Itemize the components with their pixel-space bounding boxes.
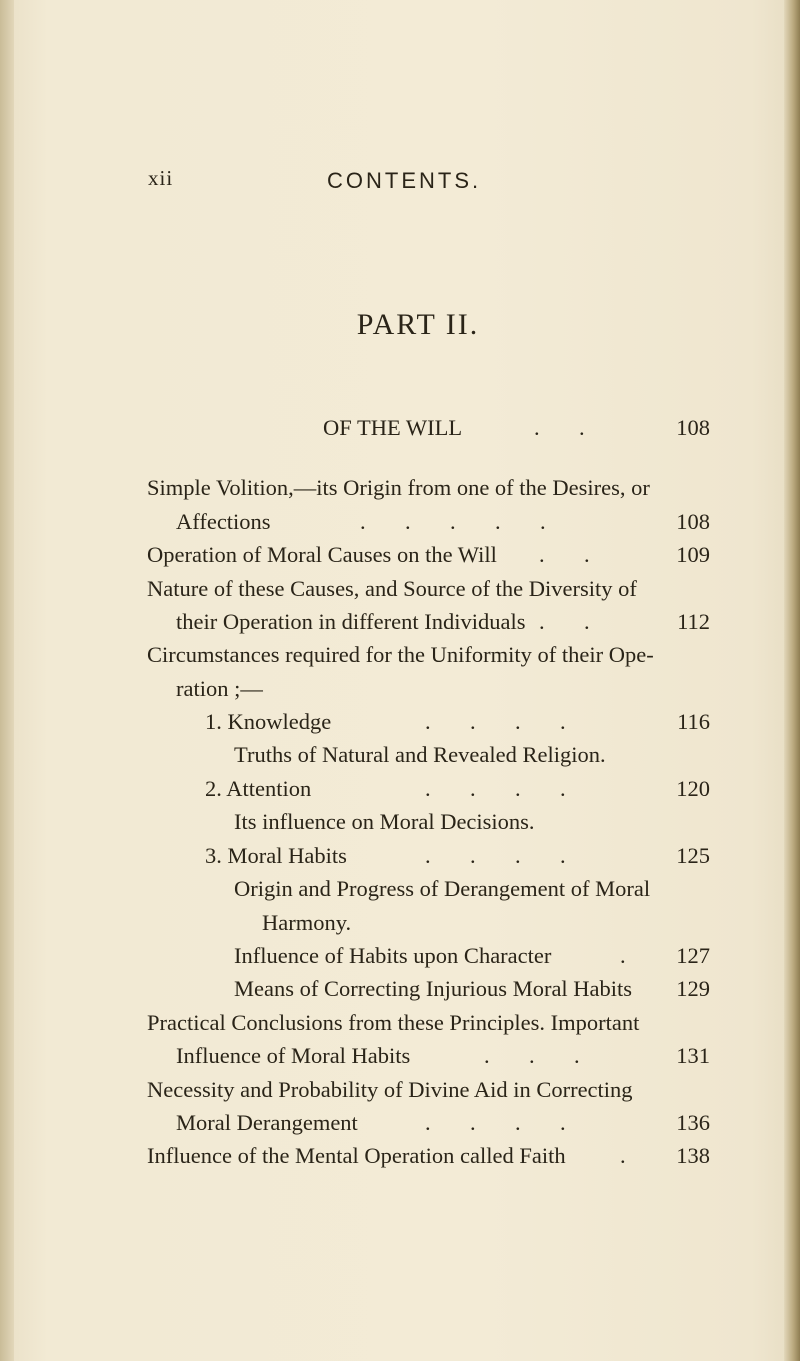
page-folio: xii	[148, 166, 174, 190]
toc-leader-dots: . . . .	[425, 776, 566, 801]
toc-entry-text: their Operation in different Individuals	[176, 609, 526, 634]
toc-entry-text: Influence of the Mental Operation called Faith	[147, 1143, 566, 1168]
toc-page-number: 138	[676, 1143, 710, 1168]
toc-leader-dots: .	[620, 943, 626, 968]
toc-leader-dots: . . . . .	[360, 509, 546, 534]
toc-leader-dots: . . . .	[425, 843, 566, 868]
toc-entry-text: Nature of these Causes, and Source of the Diversity of	[147, 576, 637, 601]
toc-entry-text: Influence of Habits upon Character	[234, 943, 552, 968]
toc-entry-text: Means of Correcting Injurious Moral Habits	[234, 976, 633, 1001]
toc-page-number: 112	[677, 609, 710, 634]
toc-page-number: 136	[676, 1110, 710, 1135]
toc-entry-text: 3. Moral Habits	[205, 843, 347, 868]
toc-page-number: 109	[676, 542, 710, 567]
page-fore-edge	[784, 0, 800, 1361]
toc-page-number: 127	[676, 943, 710, 968]
toc-entry-text: 2. Attention	[205, 776, 312, 801]
toc-leader-dots: . . . .	[425, 1110, 566, 1135]
toc-page-number: 129	[676, 976, 710, 1001]
toc-entry-text: Simple Volition,—its Origin from one of the Desires, or	[147, 475, 650, 500]
toc-page-number: 108	[676, 415, 710, 440]
toc-page-number: 108	[676, 509, 710, 534]
toc-leader-dots: . . .	[484, 1043, 580, 1068]
toc-leader-dots: . .	[539, 542, 590, 567]
toc-entry-text: Influence of Moral Habits	[176, 1043, 411, 1068]
toc-page-number: 116	[677, 709, 710, 734]
toc-page-number: 125	[676, 843, 710, 868]
running-title: CONTENTS.	[327, 168, 482, 193]
toc-leader-dots: . .	[539, 609, 590, 634]
toc-entry-text: OF THE WILL	[323, 415, 463, 440]
part-heading: PART II.	[356, 308, 480, 341]
page-gutter-edge	[0, 0, 14, 1361]
toc-entry-text: Truths of Natural and Revealed Religion.	[234, 742, 606, 767]
toc-entry-text: Affections	[176, 509, 271, 534]
toc-leader-dots: .	[620, 1143, 626, 1168]
toc-entry-text: Necessity and Probability of Divine Aid in Correcting	[147, 1077, 633, 1102]
toc-entry-text: Moral Derangement	[176, 1110, 358, 1135]
toc-entry-text: Circumstances required for the Uniformity of their Ope-	[147, 642, 654, 667]
toc-entry-text: Origin and Progress of Derangement of Moral	[234, 876, 651, 901]
toc-entry-text: Its influence on Moral Decisions.	[234, 809, 535, 834]
running-head	[0, 166, 800, 196]
toc-entry-text: ration ;—	[176, 676, 263, 701]
toc-page-number: 120	[676, 776, 710, 801]
toc-leader-dots: . .	[534, 415, 585, 440]
toc-leader-dots: . . . .	[425, 709, 566, 734]
toc-entry-text: Operation of Moral Causes on the Will	[147, 542, 497, 567]
toc-page-number: 131	[676, 1043, 710, 1068]
toc-entry-text: Practical Conclusions from these Principles. Important	[147, 1010, 640, 1035]
toc-entry-text: 1. Knowledge	[205, 709, 332, 734]
toc-entry-text: Harmony.	[262, 910, 352, 935]
